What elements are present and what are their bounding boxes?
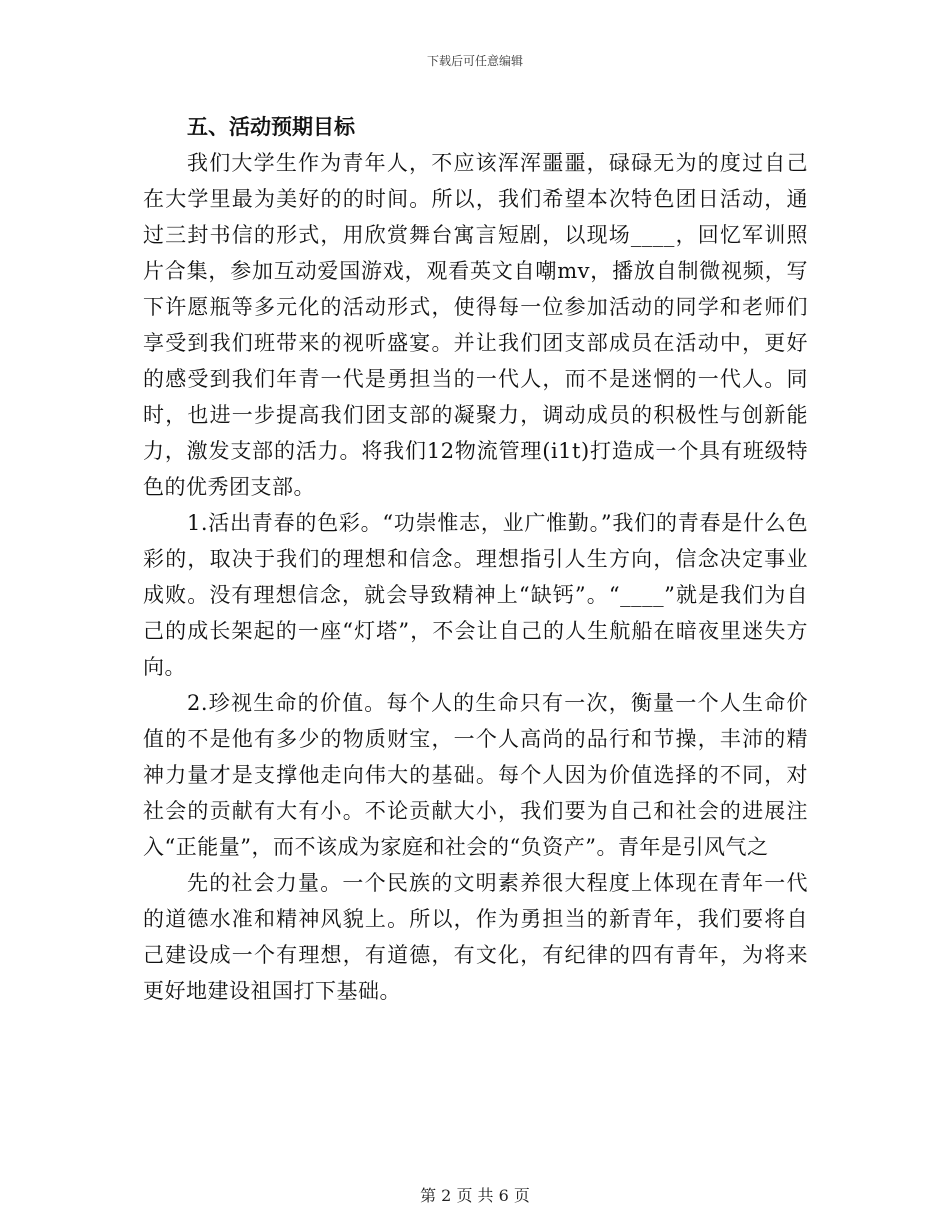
section-heading: 五、活动预期目标 <box>187 115 355 139</box>
header-note: 下载后可任意编辑 <box>426 54 523 68</box>
paragraph-goals: 我们大学生作为青年人，不应该浑浑噩噩，碌碌无为的度过自己在大学里最为美好的的时间。所以，我们希望本次特色团日活动，通过三封书信的形式，用欣赏舞台寓言短剧，以现场____，回忆军训照片合集，参加互动爱国游戏，观看英文自嘲mv，播放自制微视频，写下许愿瓶等多元化的活动形式，使得每一位参加活动的同学和老师们享受到我们班带来的视听盛宴。并让我们团支部成员在活动中，更好的感受到我们年青一代是勇担当的一代人，而不是迷惘的一代人。同时，也进一步提高我们团支部的凝聚力，调动成员的积极性与创新能力，激发支部的活力。将我们12物流管理(i1t)打造成一个具有班级特色的优秀团支部。 <box>143 151 808 499</box>
paragraph-life-value: 2.珍视生命的价值。每个人的生命只有一次，衡量一个人生命价值的不是他有多少的物质财宝，一个人高尚的品行和节操，丰沛的精神力量才是支撑他走向伟大的基础。每个人因为价值选择的不同，对社会的贡献有大有小。不论贡献大小，我们要为自己和社会的进展注入“正能量”，而不该成为家庭和社会的“负资产”。青年是引风气之 <box>143 691 808 859</box>
paragraph-youth-color: 1.活出青春的色彩。“功崇惟志，业广惟勤。”我们的青春是什么色彩的，取决于我们的理想和信念。理想指引人生方向，信念决定事业成败。没有理想信念，就会导致精神上“缺钙”。“____”就是我们为自己的成长架起的一座“灯塔”，不会让自己的人生航船在暗夜里迷失方向。 <box>143 511 808 679</box>
page-number: 第 2 页 共 6 页 <box>420 1186 530 1205</box>
paragraph-social-force: 先的社会力量。一个民族的文明素养很大程度上体现在青年一代的道德水准和精神风貌上。所以，作为勇担当的新青年，我们要将自己建设成一个有理想，有道德，有文化，有纪律的四有青年，为将来更好地建设祖国打下基础。 <box>143 871 808 1003</box>
document-body <box>143 110 808 1009</box>
